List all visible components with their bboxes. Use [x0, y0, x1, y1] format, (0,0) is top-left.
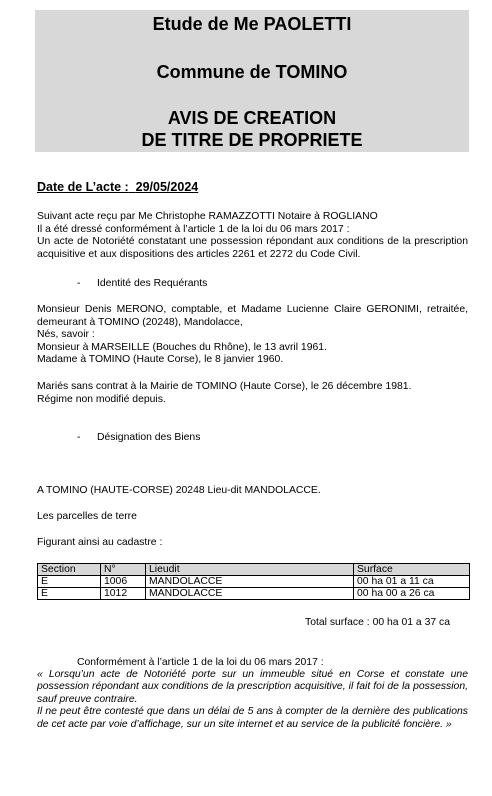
cell-lieudit: MANDOLACCE: [146, 576, 354, 588]
requerants-line-4: Madame à TOMINO (Haute Corse), le 8 janvier 1960.: [37, 354, 284, 366]
quote-line-2: Il ne peut être contesté que dans un délai de 5 ans à compter de la dernière des publications de cet acte par voie d’affichage, sur un site internet et au service de la publicité foncière. »: [37, 706, 468, 730]
mariage-paragraph: [37, 381, 468, 406]
quote-line-1: « Lorsqu’un acte de Notoriété porte sur un immeuble situé en Corse et constate une possession répondant aux conditions de la prescription acquisitive, il fait foi de la possession, sauf preuve contraire.: [37, 669, 468, 705]
section-title-requerants: Identité des Requérants: [97, 278, 208, 289]
section-title-biens: Désignation des Biens: [97, 432, 201, 443]
cell-section: E: [38, 576, 101, 588]
conformement-text: Conformément à l’article 1 de la loi du 06 mars 2017 :: [77, 657, 324, 668]
act-date-label: Date de L’acte :: [37, 180, 129, 194]
intro-line-3: Un acte de Notoriété constatant une possession répondant aux conditions de la prescription acquisitive et aux dispositions des articles 2261 et 2272 du Code Civil.: [37, 236, 468, 260]
section-dash-2: -: [77, 432, 81, 443]
notice-title-line2: DE TITRE DE PROPRIETE: [141, 130, 363, 150]
notary-office-title: Etude de Me PAOLETTI: [152, 14, 352, 34]
intro-line-2: Il a été dressé conformément à l’article 1 de la loi du 06 mars 2017 :: [37, 223, 350, 235]
cell-surface: 00 ha 00 a 26 ca: [354, 588, 470, 600]
cadastre-table: [37, 563, 470, 600]
figurant-text: Figurant ainsi au cadastre :: [37, 537, 163, 548]
act-date: [37, 180, 198, 194]
col-header-surface: Surface: [354, 564, 470, 576]
table-row: [38, 576, 470, 588]
cell-numero: 1012: [101, 588, 146, 600]
intro-paragraph: [37, 211, 468, 261]
table-row: [38, 588, 470, 600]
parcelles-text: Les parcelles de terre: [37, 511, 137, 522]
requerants-paragraph: [37, 304, 468, 367]
mariage-line-1: Mariés sans contrat à la Mairie de TOMINO (Haute Corse), le 26 décembre 1981.: [37, 381, 412, 392]
cadastre-header-row: [38, 564, 470, 576]
legal-quote: [37, 669, 468, 731]
total-surface: Total surface : 00 ha 01 a 37 ca: [305, 617, 450, 628]
col-header-numero: N°: [101, 564, 146, 576]
commune-title: Commune de TOMINO: [156, 62, 348, 82]
col-header-section: Section: [38, 564, 101, 576]
header-banner: [35, 10, 469, 152]
act-date-value: 29/05/2024: [135, 180, 199, 194]
requerants-line-2: Nés, savoir :: [37, 329, 95, 341]
cell-numero: 1006: [101, 576, 146, 588]
col-header-lieudit: Lieudit: [146, 564, 354, 576]
requerants-line-3: Monsieur à MARSEILLE (Bouches du Rhône), le 13 avril 1961.: [37, 341, 327, 353]
section-dash-1: -: [77, 278, 81, 289]
requerants-line-1: Monsieur Denis MERONO, comptable, et Madame Lucienne Claire GERONIMI, retraitée, demeurant à TOMINO (20248), Mandolacce,: [37, 304, 468, 328]
cell-surface: 00 ha 01 a 11 ca: [354, 576, 470, 588]
property-address: A TOMINO (HAUTE-CORSE) 20248 Lieu-dit MANDOLACCE.: [37, 485, 321, 496]
cell-lieudit: MANDOLACCE: [146, 588, 354, 600]
mariage-line-2: Régime non modifié depuis.: [37, 393, 166, 405]
intro-line-1: Suivant acte reçu par Me Christophe RAMAZZOTTI Notaire à ROGLIANO: [37, 211, 378, 222]
cell-section: E: [38, 588, 101, 600]
notice-title-line1: AVIS DE CREATION: [167, 108, 337, 128]
